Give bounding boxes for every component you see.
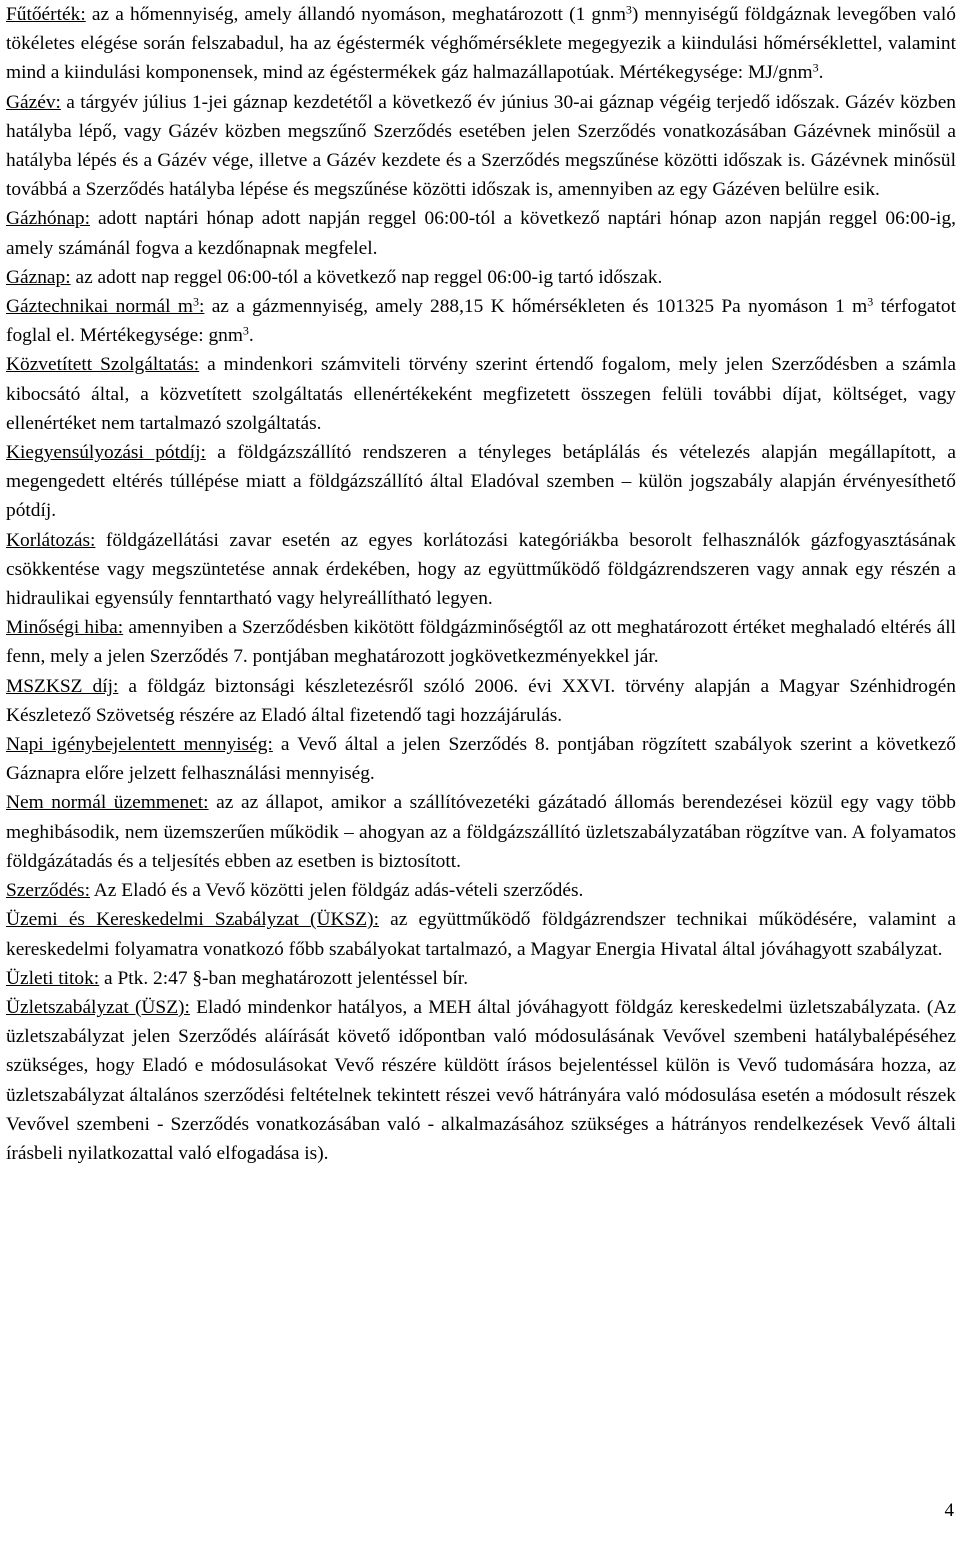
definition-text: a mindenkori számviteli törvény szerint értendő fogalom, mely jelen Szerződésben a számla kibocsátó által, a közvetített szolgáltatás ellenértékeként megfizetett összegen felüli további díjat, költséget, vagy ellenértéket nem tartalmazó szolgáltatás.: [6, 354, 956, 434]
entry-gaznap: [6, 263, 956, 292]
document-body: [6, 0, 956, 1168]
definition-text: az az állapot, amikor a szállítóvezetéki gázátadó állomás berendezései közül egy vagy több meghibásodik, nem üzemszerűen működik – ahogyan az a földgázszállító üzletszabályzatában rögzítve van. A folyamatos földgázátadás és a teljesítés ebben az esetben is biztosított.: [6, 792, 956, 872]
term-label: MSZKSZ díj:: [6, 675, 119, 697]
definition-text: földgázellátási zavar esetén az egyes korlátozási kategóriákba besorolt felhasználók gázfogyasztásának csökkentése vagy megszüntetése annak érdekében, hogy az együttműködő földgázrendszeren vagy annak egy részén a hidraulikai egyensúly fenntartható vagy helyreállítható legyen.: [6, 529, 956, 610]
term-label: Üzletszabályzat (ÜSZ):: [6, 996, 190, 1018]
term-label: Korlátozás:: [6, 529, 96, 551]
term-label: Napi igénybejelentett mennyiség:: [6, 734, 273, 756]
term-label: Minőségi hiba:: [6, 617, 124, 639]
definition-text: amennyiben a Szerződésben kikötött földgázminőségtől az ott meghatározott értéket meghaladó eltérés áll fenn, mely a jelen Szerződés 7. pontjában meghatározott jogkövetkezményekkel jár.: [6, 617, 957, 668]
definition-text: a tárgyév július 1-jei gáznap kezdetétől a következő év június 30-ai gáznap végéig terjedő időszak. Gázév közben hatályba lépő, vagy Gázév közben megszűnő Szerződés esetében jelen Szerződés vonatkozásában Gázévnek minősül a hatályba lépés és a Gázév vége, illetve a Gázév kezdete és a Szerződés megszűnése közötti időszak is. Gázévnek minősül továbbá a Szerződés hatályba lépése és megszűnése közötti időszak is, amennyiben az egy Gázéven belülre esik.: [6, 91, 956, 201]
entry-uksz: [6, 905, 956, 963]
entry-gaztechnikai-normal-m3: [6, 292, 956, 350]
entry-napi-igenybejelentett-mennyiseg: [6, 730, 956, 788]
definition-text: a Vevő által a jelen Szerződés 8. pontjában rögzített szabályok szerint a következő Gáznapra előre jelzett felhasználási mennyiség.: [6, 734, 956, 785]
term-label: Üzemi és Kereskedelmi Szabályzat (ÜKSZ):: [6, 909, 379, 931]
term-label: Nem normál üzemmenet:: [6, 792, 209, 814]
definition-text: adott naptári hónap adott napján reggel 06:00-tól a következő naptári hónap azon napján reggel 06:00-ig, amely számánál fogva a kezdőnapnak megfelel.: [6, 208, 956, 259]
term-label: Gáztechnikai normál $m^3$:: [6, 294, 205, 318]
entry-kiegyensulyozasi-potdij: [6, 438, 956, 526]
term-label: Fűtőérték:: [6, 4, 86, 25]
definition-text: Eladó mindenkor hatályos, a MEH által jóváhagyott földgáz kereskedelmi üzletszabályzata. (Az üzletszabályzat jelen Szerződés aláírását követő időpontban való módosulásának Vevővel szembeni hatálybalépéséhez szükséges, hogy Eladó e módosulásokat Vevő részére küldött írásos bejelentéssel külön is Vevő tudomására hozza, az üzletszabályzat általános szerződési feltételnek tekintett részei vevő hátrányára való módosulása esetén a módosult részek Vevővel szembeni - Szerződés vonatkozásában való - alkalmazásához szükséges a hátrányos rendelkezések Vevő általi írásbeli nyilatkozattal való elfogadása is).: [6, 996, 956, 1164]
term-label: Közvetített Szolgáltatás:: [6, 354, 200, 376]
entry-korlatozas: [6, 526, 956, 614]
term-label: Gázév:: [6, 91, 61, 113]
term-label: Gáznap:: [6, 266, 71, 288]
entry-nem-normal-uzemmenet: [6, 788, 956, 876]
definition-text: az a hőmennyiség, amely állandó nyomáson, meghatározott (1 gnm$^3$) mennyiségű földgáznak levegőben való tökéletes elégése során felszabadul, ha az égéstermék véghőmérséklete megegyezik a kiindulási hőmérséklettel, valamint mind a kiindulási komponensek, mind az égéstermékek gáz halmazállapotúak. Mértékegysége: MJ/gnm$^3$.: [6, 2, 957, 84]
term-label: Kiegyensúlyozási pótdíj:: [6, 442, 206, 464]
entry-futoertek: [6, 0, 956, 88]
definition-text: az a gázmennyiség, amely 288,15 K hőmérsékleten és 101325 Pa nyomáson 1 $m^3$ térfogatot foglal el. Mértékegysége: gnm$^3$.: [6, 294, 956, 347]
entry-kozvetitett-szolgaltatas: [6, 350, 956, 438]
entry-usz: [6, 993, 956, 1168]
entry-gazev: [6, 88, 956, 205]
definition-text: Az Eladó és a Vevő közötti jelen földgáz adás-vételi szerződés.: [90, 880, 584, 902]
entry-uzleti-titok: [6, 964, 956, 993]
definition-text: az együttműködő földgázrendszer technikai működésére, valamint a kereskedelmi folyamatra vonatkozó főbb szabályokat tartalmazó, a Magyar Energia Hivatal által jóváhagyott szabályzat.: [6, 909, 956, 960]
entry-mszksz-dij: [6, 672, 956, 730]
page-number: 4: [944, 1500, 954, 1521]
definition-text: a Ptk. 2:47 §-ban meghatározott jelentéssel bír.: [99, 967, 469, 989]
entry-szerzodes: [6, 876, 956, 905]
term-label: Gázhónap:: [6, 208, 90, 230]
term-label: Üzleti titok:: [6, 967, 100, 989]
term-label: Szerződés:: [6, 880, 90, 902]
entry-gazhonap: [6, 204, 956, 262]
definition-text: a földgáz biztonsági készletezésről szóló 2006. évi XXVI. törvény alapján a Magyar Szénhidrogén Készletező Szövetség részére az Eladó által fizetendő tagi hozzájárulás.: [6, 675, 956, 726]
definition-text: a földgázszállító rendszeren a tényleges betáplálás és vételezés alapján megállapított, a megengedett eltérés túllépése miatt a földgázszállító által Eladóval szemben – külön jogszabály alapján érvényesíthető pótdíj.: [6, 442, 956, 522]
definition-text: az adott nap reggel 06:00-tól a következő nap reggel 06:00-ig tartó időszak.: [70, 266, 663, 288]
entry-minosegi-hiba: [6, 613, 956, 671]
